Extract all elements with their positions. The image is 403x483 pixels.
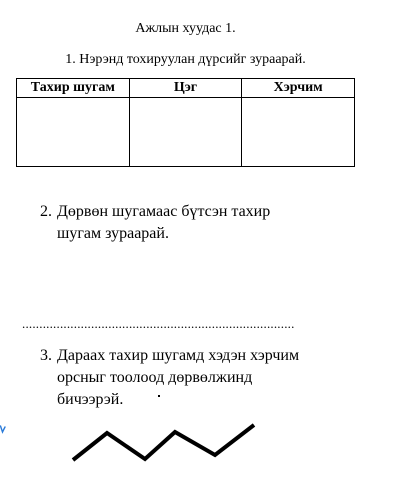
stray-dot xyxy=(158,395,160,397)
zigzag-polyline-figure xyxy=(68,420,258,466)
task-2-number: 2. xyxy=(40,203,52,220)
drawing-cell-segment[interactable] xyxy=(242,98,355,167)
header-segment: Хэрчим xyxy=(242,79,355,98)
answer-table xyxy=(16,78,355,167)
task-2-line-1: Дөрвөн шугамаас бүтсэн тахир xyxy=(57,203,271,220)
polyline-shape xyxy=(73,425,254,460)
dotted-answer-line: ............................................................................... xyxy=(22,316,295,331)
task-3-number: 3. xyxy=(40,347,52,364)
answer-table-header-row xyxy=(17,79,355,98)
edge-pen-mark xyxy=(0,424,6,436)
task-3-line-3: бичээрэй. xyxy=(57,391,124,408)
task-3-line-1: Дараах тахир шугамд хэдэн хэрчим xyxy=(57,347,300,364)
task-3-line-2: орсныг тоолоод дөрвөлжинд xyxy=(57,369,253,386)
drawing-cell-polyline[interactable] xyxy=(17,98,130,167)
task-1-instruction: 1. Нэрэнд тохируулан дүрсийг зураарай. xyxy=(65,52,306,67)
drawing-cell-point[interactable] xyxy=(129,98,242,167)
answer-table-row xyxy=(17,98,355,167)
worksheet-title: Ажлын хуудас 1. xyxy=(135,21,236,36)
task-2-line-2: шугам зураарай. xyxy=(57,225,169,242)
header-polyline: Тахир шугам xyxy=(17,79,130,98)
task-3-instruction xyxy=(40,345,299,411)
task-2-instruction xyxy=(40,201,270,245)
header-point: Цэг xyxy=(129,79,242,98)
